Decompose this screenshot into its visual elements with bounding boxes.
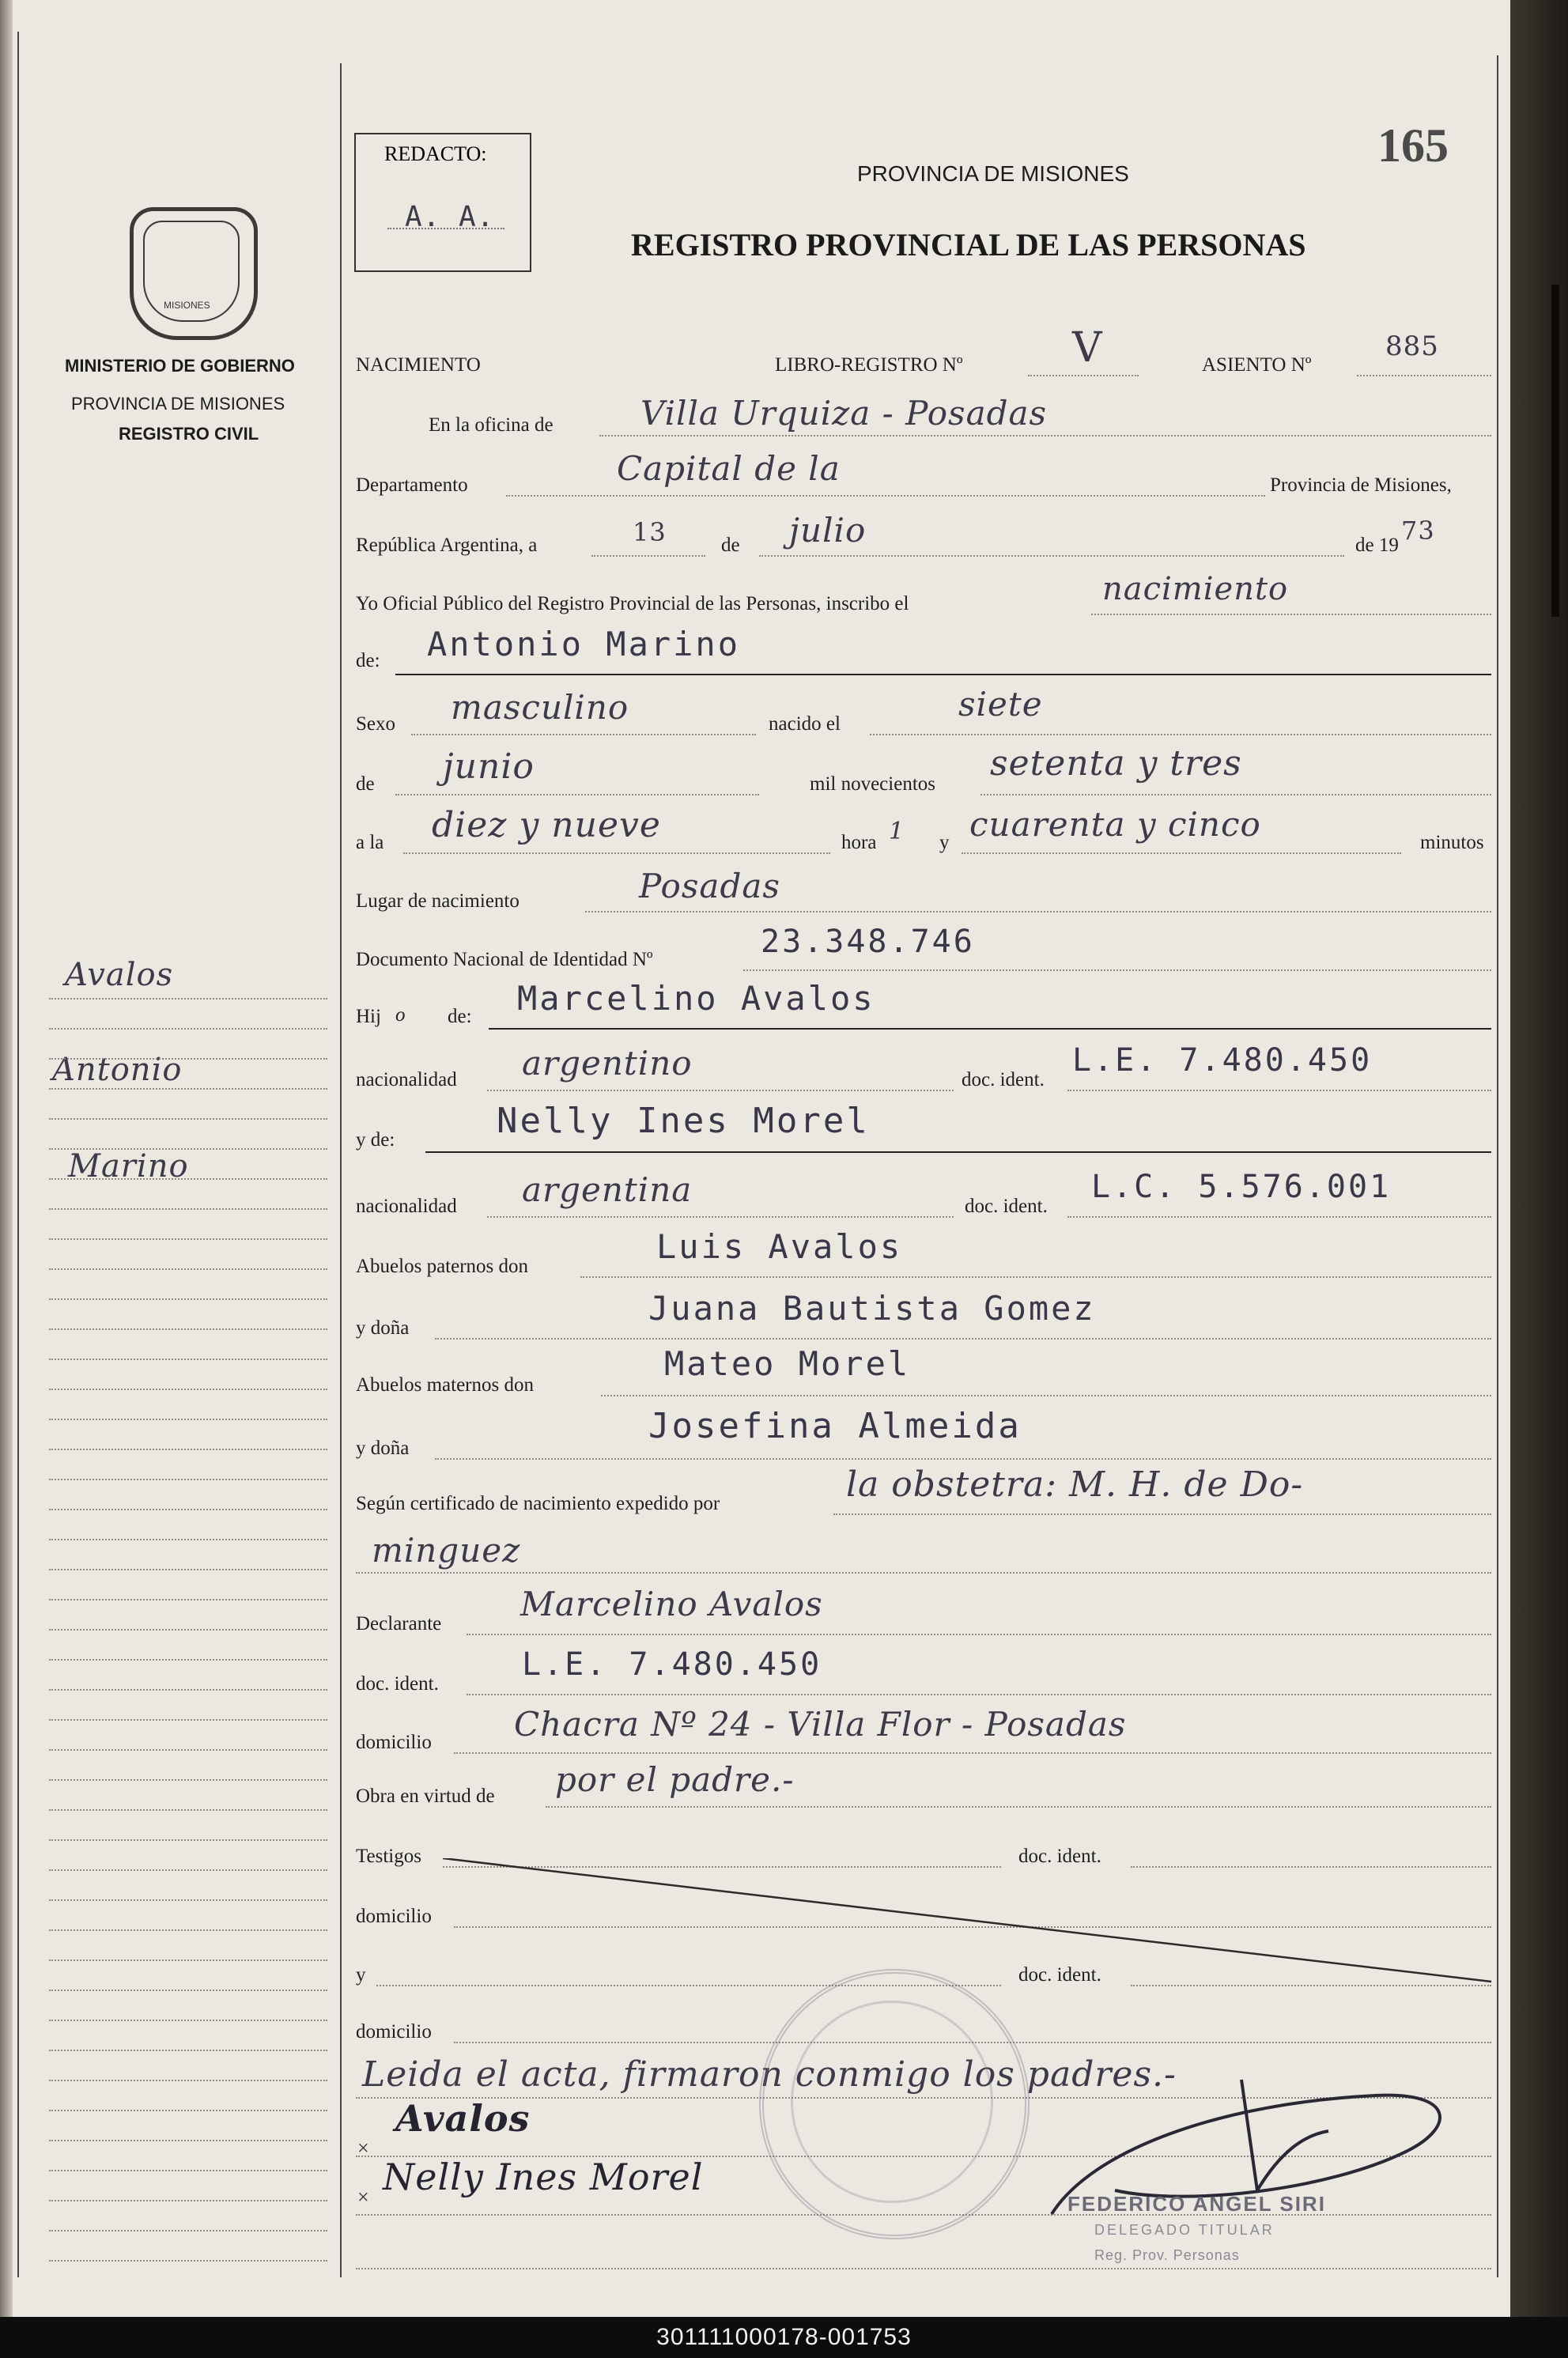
margin-note-surname: Avalos (65, 957, 174, 993)
label-minutos: minutos (1420, 832, 1484, 853)
margin-ruled-line (49, 1719, 327, 1721)
label-testigos: Testigos (356, 1846, 421, 1867)
value-abuela-paterna: Juana Bautista Gomez (648, 1289, 1096, 1328)
margin-ruled-line (49, 1268, 327, 1270)
margin-ruled-line (49, 1419, 327, 1420)
margin-ruled-line (49, 1208, 327, 1210)
label-domicilio-testigo-2: domicilio (356, 2021, 432, 2042)
label-y-de-madre: y de: (356, 1129, 395, 1151)
value-certificado-cont: minguez (372, 1531, 521, 1570)
margin-ruled-line (49, 1058, 327, 1060)
stamp-sub: Reg. Prov. Personas (1094, 2247, 1240, 2263)
label-domicilio-testigo-1: domicilio (356, 1906, 432, 1927)
label-libro: LIBRO-REGISTRO Nº (775, 354, 963, 376)
margin-ruled-line (49, 1689, 327, 1691)
value-abuela-materna: Josefina Almeida (648, 1406, 1022, 1446)
value-declarante: Marcelino Avalos (520, 1585, 823, 1623)
left-border (17, 32, 19, 2277)
value-certificado: la obstetra: M. H. de Do- (846, 1464, 1304, 1505)
margin-ruled-line (49, 1569, 327, 1570)
value-nac-madre: argentina (522, 1170, 693, 1209)
margin-ruled-line (49, 1539, 327, 1540)
value-doc-padre: L.E. 7.480.450 (1072, 1042, 1373, 1079)
value-doc-madre: L.C. 5.576.001 (1091, 1169, 1392, 1205)
value-hij-suffix: o (395, 1004, 406, 1026)
value-lugar: Posadas (639, 867, 780, 905)
margin-ruled-line (49, 1358, 327, 1360)
label-y-dona-paterna: y doña (356, 1317, 410, 1339)
page-edge-shadow (1510, 0, 1568, 2317)
margin-ruled-line (49, 998, 327, 1000)
value-oficina: Villa Urquiza - Posadas (640, 394, 1048, 433)
label-domicilio-declarante: domicilio (356, 1732, 432, 1753)
label-de-mes-nac: de (356, 773, 375, 795)
label-de-nombre: de: (356, 650, 380, 671)
column-divider (340, 63, 342, 2277)
value-dni: 23.348.746 (761, 924, 975, 960)
seal-text: MISIONES (164, 300, 210, 311)
margin-note-second-name: Marino (68, 1148, 189, 1185)
margin-ruled-line (49, 1118, 327, 1120)
margin-ruled-line (49, 1389, 327, 1390)
label-abuelos-paternos: Abuelos paternos don (356, 1256, 529, 1277)
label-doc-madre: doc. ident. (965, 1196, 1048, 1217)
label-y-minutos: y (939, 832, 950, 853)
label-provincia: Provincia de Misiones, (1270, 474, 1452, 496)
margin-ruled-line (49, 1599, 327, 1600)
margin-ruled-line (49, 1990, 327, 1991)
label-doc-declarante: doc. ident. (356, 1673, 439, 1695)
ministry-title: MINISTERIO DE GOBIERNO (65, 356, 295, 376)
value-minutos: cuarenta y cinco (969, 805, 1261, 844)
margin-ruled-line (49, 1869, 327, 1871)
value-hora-texto: diez y nueve (432, 805, 661, 845)
label-nacionalidad-padre: nacionalidad (356, 1069, 457, 1090)
margin-ruled-line (49, 2230, 327, 2231)
label-a-la: a la (356, 832, 384, 853)
margin-ruled-line (49, 2200, 327, 2201)
margin-ruled-line (49, 1749, 327, 1751)
label-obra: Obra en virtud de (356, 1786, 495, 1807)
label-nacido-el: nacido el (769, 713, 841, 735)
redacto-initials: A. A. (405, 201, 495, 233)
margin-ruled-line (49, 1028, 327, 1030)
value-libro: V (1072, 324, 1103, 372)
label-asiento: ASIENTO Nº (1202, 354, 1312, 376)
province-heading: PROVINCIA DE MISIONES (857, 161, 1129, 186)
redacto-box (354, 133, 531, 272)
book-spine (1551, 285, 1559, 617)
redacto-label: REDACTO: (384, 142, 487, 165)
margin-ruled-line (49, 1929, 327, 1931)
margin-ruled-line (49, 1809, 327, 1811)
label-nacionalidad-madre: nacionalidad (356, 1196, 457, 1217)
stamp-title: DELEGADO TITULAR (1094, 2222, 1275, 2238)
value-domicilio: Chacra Nº 24 - Villa Flor - Posadas (514, 1705, 1127, 1744)
label-declarante: Declarante (356, 1613, 442, 1634)
page-binding (0, 0, 13, 2317)
value-nac-padre: argentino (522, 1044, 693, 1083)
page-number: 165 (1377, 119, 1449, 172)
margin-note-first-name: Antonio (52, 1052, 183, 1088)
margin-ruled-line (49, 2080, 327, 2081)
value-inscribo: nacimiento (1102, 571, 1289, 607)
margin-ruled-line (49, 1328, 327, 1330)
label-dni: Documento Nacional de Identidad Nº (356, 949, 653, 970)
value-mes-nac: junio (443, 746, 535, 787)
margin-ruled-line (49, 1479, 327, 1480)
value-hora-num: 1 (889, 818, 905, 845)
signature-father: Avalos (395, 2097, 531, 2140)
margin-ruled-line (49, 1148, 327, 1150)
label-doc-testigo-2: doc. ident. (1018, 1964, 1101, 1986)
footer-identifier: 301111000178-001753 (0, 2317, 1568, 2358)
margin-ruled-line (49, 1629, 327, 1631)
value-madre: Nelly Ines Morel (497, 1101, 870, 1141)
value-mes: julio (789, 511, 867, 550)
label-segun-certificado: Según certificado de nacimiento expedido por (356, 1493, 720, 1514)
label-abuelos-maternos: Abuelos maternos don (356, 1374, 534, 1396)
label-lugar: Lugar de nacimiento (356, 890, 520, 912)
margin-ruled-line (49, 2050, 327, 2051)
label-mil-novecientos: mil novecientos (810, 773, 935, 795)
value-abuelo-materno: Mateo Morel (664, 1344, 911, 1383)
value-sexo: masculino (451, 688, 629, 727)
registry-subtitle: REGISTRO CIVIL (119, 424, 259, 444)
label-de-mes: de (721, 535, 740, 556)
label-de-padre: de: (448, 1006, 472, 1027)
label-hij: Hij (356, 1006, 381, 1027)
label-doc-padre: doc. ident. (962, 1069, 1045, 1090)
value-departamento: Capital de la (617, 449, 841, 488)
margin-ruled-line (49, 2260, 327, 2262)
label-doc-testigo-1: doc. ident. (1018, 1846, 1101, 1867)
label-yo-oficial: Yo Oficial Público del Registro Provincial de las Personas, inscribo el (356, 593, 909, 614)
value-dia: 13 (633, 517, 667, 547)
margin-ruled-line (49, 1839, 327, 1841)
margin-ruled-line (49, 1509, 327, 1510)
stamp-name: FEDERICO ANGEL SIRI (1067, 2192, 1326, 2216)
label-nacimiento: NACIMIENTO (356, 354, 481, 376)
value-padre: Marcelino Avalos (517, 979, 875, 1018)
margin-ruled-line (49, 2170, 327, 2171)
value-doc-declarante: L.E. 7.480.450 (522, 1646, 822, 1683)
label-hora: hora (841, 832, 877, 853)
margin-ruled-line (49, 1659, 327, 1661)
margin-ruled-line (49, 1959, 327, 1961)
right-border (1497, 55, 1498, 2277)
margin-ruled-line (49, 1449, 327, 1450)
margin-ruled-line (49, 1779, 327, 1781)
document-page: MISIONES MINISTERIO DE GOBIERNO PROVINCIA DE MISIONES REGISTRO CIVIL Avalos Antonio Marino REDACTO: A. A. PROVINCIA DE MISIONES REGISTRO PROVINCIAL DE LAS PERSONAS 165 NACIMIENTO LIBRO-REGISTRO Nº V ASIENTO Nº 885 En la oficina de Villa Urquiza - Posadas Departamento Capital de la Provincia de Misiones, República Argentina, a 13 de julio de 19 73 Yo Oficial Público del Registro Provincial de las Personas, inscribo el nacimiento de: Antonio Marino Sexo masculino nacido el siete de junio mil novecientos setenta y tres a la diez y nueve hora 1 y cuarenta y cinco minutos Lugar de nacimiento Posadas Documento Nacional de Identidad Nº 23.348.746 Hij o de: Marcelino Avalos nacionalidad argentino doc. ident. L.E. 7.480.450 y de: Nelly Ines Morel nacionalidad argentina doc. ident. L.C. 5.576.001 Abuelos paternos don Luis Avalos y doña Juana Bautista Gomez Abuelos maternos don Mateo Morel y doña Josefina Almeida Según certificado de nacimiento expedido por la obstetra: M. H. de Do- minguez Declarante Marcelino Avalos doc. ident. L.E. 7.480.450 domicilio Chacra Nº 24 - Villa Flor - Posadas Obra en virtud de por el padre.- Testigos doc. ident. domicilio y doc. ident. domicilio Leida el acta, firmaron conmigo los padres.- × Avalos × Nelly Ines Morel FEDERICO ANGEL SIRI DELEGADO TITULAR Reg. Prov. Personas (0, 0, 1510, 2317)
label-de-anio: de 19 (1355, 535, 1399, 556)
label-y-dona-materna: y doña (356, 1438, 410, 1459)
registry-title: REGISTRO PROVINCIAL DE LAS PERSONAS (631, 227, 1306, 263)
label-oficina: En la oficina de (429, 414, 554, 436)
margin-ruled-line (49, 2140, 327, 2141)
value-nombre: Antonio Marino (427, 625, 741, 663)
value-abuelo-paterno: Luis Avalos (656, 1227, 903, 1266)
value-anio: 73 (1401, 516, 1435, 546)
label-sexo: Sexo (356, 713, 395, 735)
value-nacido-el: siete (958, 685, 1043, 724)
margin-ruled-line (49, 1238, 327, 1240)
margin-ruled-line (49, 2110, 327, 2111)
province-seal (130, 207, 258, 340)
label-republica: República Argentina, a (356, 535, 538, 556)
margin-ruled-line (49, 2020, 327, 2021)
margin-ruled-line (49, 1178, 327, 1180)
testigos-cancel-line (443, 1858, 1494, 1985)
margin-ruled-line (49, 1088, 327, 1090)
value-obra: por el padre.- (555, 1760, 795, 1799)
value-asiento: 885 (1385, 331, 1439, 362)
label-y-testigo-2: y (356, 1964, 366, 1986)
label-departamento: Departamento (356, 474, 468, 496)
margin-ruled-line (49, 1899, 327, 1901)
margin-ruled-line (49, 1298, 327, 1300)
signature-mother: Nelly Ines Morel (383, 2156, 704, 2198)
value-cierre: Leida el acta, firmaron conmigo los padres.- (362, 2054, 1177, 2095)
province-subtitle: PROVINCIA DE MISIONES (71, 394, 285, 414)
value-anio-nac: setenta y tres (990, 743, 1242, 784)
